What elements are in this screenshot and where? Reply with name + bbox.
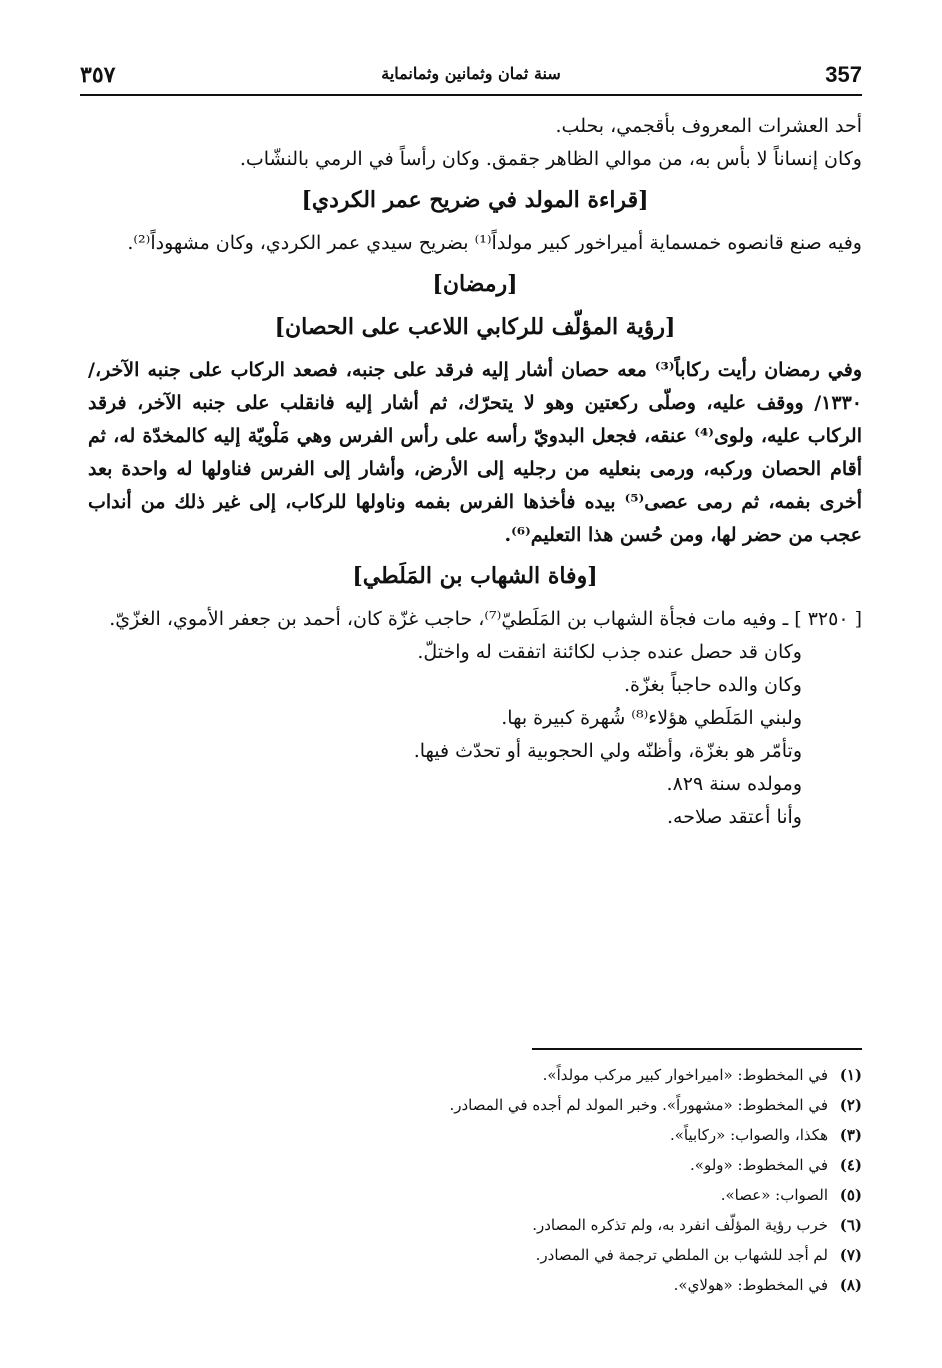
biography-line: ومولده سنة ٨٢٩. — [666, 773, 802, 795]
footnote-text: في المخطوط: «مشهوراً». وخبر المولد لم أجده في المصادر. — [449, 1096, 828, 1114]
main-text — [88, 110, 862, 834]
page-header — [80, 58, 862, 96]
footnote-text: في المخطوط: «اميراخوار كبير مركب مولداً». — [542, 1066, 828, 1084]
footnote-text: هكذا، والصواب: «ركابياً». — [669, 1126, 828, 1144]
footnote-text: في المخطوط: «هولاي». — [673, 1276, 828, 1294]
footnote-number: (٦) — [839, 1216, 862, 1234]
footnote — [80, 1120, 862, 1150]
biography-line: وتأمّر هو بغزّة، وأظنّه ولي الحجوبية أو تحدّث فيها. — [413, 740, 802, 762]
intro-line: وكان إنساناً لا بأس به، من موالي الظاهر جقمق. وكان رأساً في الرمي بالنشّاب. — [239, 148, 862, 170]
footnote — [80, 1090, 862, 1120]
footnote-number: (٨) — [839, 1276, 862, 1294]
footnote — [80, 1270, 862, 1300]
footnote-rule — [532, 1048, 862, 1050]
footnote-number: (١) — [839, 1066, 862, 1084]
biography-entry: [ ٣٢٥٠ ] ـ وفيه مات فجأة الشهاب بن المَلَطيّ⁽⁷⁾، حاجب غزّة كان، أحمد بن جعفر الأموي، الغزّيّ. — [109, 608, 862, 630]
section-heading: [قراءة المولد في ضريح عمر الكردي] — [301, 187, 649, 213]
section-paragraph: وفيه صنع قانصوه خمسماية أميراخور كبير مولداً⁽¹⁾ بضريح سيدي عمر الكردي، وكان مشهوداً⁽²⁾. — [127, 232, 862, 254]
footnote-text: في المخطوط: «ولو». — [690, 1156, 828, 1174]
biography-line: وأنا أعتقد صلاحه. — [667, 806, 802, 828]
section-heading: [رؤية المؤلّف للركابي اللاعب على الحصان] — [274, 314, 676, 340]
page-number-latin: 357 — [825, 62, 862, 87]
footnote-text: خرب رؤية المؤلّف انفرد به، ولم تذكره المصادر. — [532, 1216, 828, 1234]
footnote-text: لم أجد للشهاب بن الملطي ترجمة في المصادر. — [535, 1246, 828, 1264]
footnote — [80, 1210, 862, 1240]
footnote-text: الصواب: «عصا». — [720, 1186, 828, 1204]
footnote — [80, 1180, 862, 1210]
footnote-number: (٢) — [839, 1096, 862, 1114]
biography-line: وكان قد حصل عنده جذب لكائنة اتفقت له واختلّ. — [417, 641, 802, 663]
running-title: سنة ثمان وثمانين وثمانماية — [381, 64, 561, 83]
footnote-number: (٣) — [839, 1126, 862, 1144]
page-number-arabic: ٣٥٧ — [80, 62, 116, 88]
footnote-number: (٤) — [839, 1156, 862, 1174]
footnote — [80, 1240, 862, 1270]
footnote-number: (٥) — [839, 1186, 862, 1204]
biography-line: ولبني المَلَطي هؤلاء⁽⁸⁾ شُهرة كبيرة بها. — [501, 707, 802, 729]
biography-line: وكان والده حاجباً بغزّة. — [624, 674, 802, 696]
section-paragraph: وفي رمضان رأيت ركاباً⁽³⁾ معه حصان أشار إليه فرقد على جنبه، فصعد الركاب على جنبه الآخر،/ ١٣٣٠/ ووقف عليه، وصلّى ركعتين وهو لا يتحرّك، ثم أشار إليه فانقلب على جنبه الآخر، فرقد الركاب عليه، ولوى⁽⁴⁾ عنقه، فجعل البدويّ رأسه على رأس الفرس وهي مَلْويّة إليه كالمخدّة له، ثم أقام الحصان وركبه، ورمى بنعليه من رجليه إلى الأرض، وأشار إلى الفرس فناولها له واحدة بعد أخرى بفمه، ثم رمى عصى⁽⁵⁾ بيده فأخذها الفرس بفمه وناولها للركاب، إلى غير ذلك من أنداب عجب من حضر لها، ومن حُسن هذا التعليم⁽⁶⁾. — [88, 359, 863, 546]
month-heading: [رمضان] — [432, 271, 518, 297]
intro-line: أحد العشرات المعروف بأقجمي، بحلب. — [555, 115, 862, 137]
footnote-number: (٧) — [839, 1246, 862, 1264]
section-heading: [وفاة الشهاب بن المَلَطي] — [352, 563, 598, 589]
footnote — [80, 1060, 862, 1090]
footnotes — [80, 1060, 862, 1300]
footnote — [80, 1150, 862, 1180]
